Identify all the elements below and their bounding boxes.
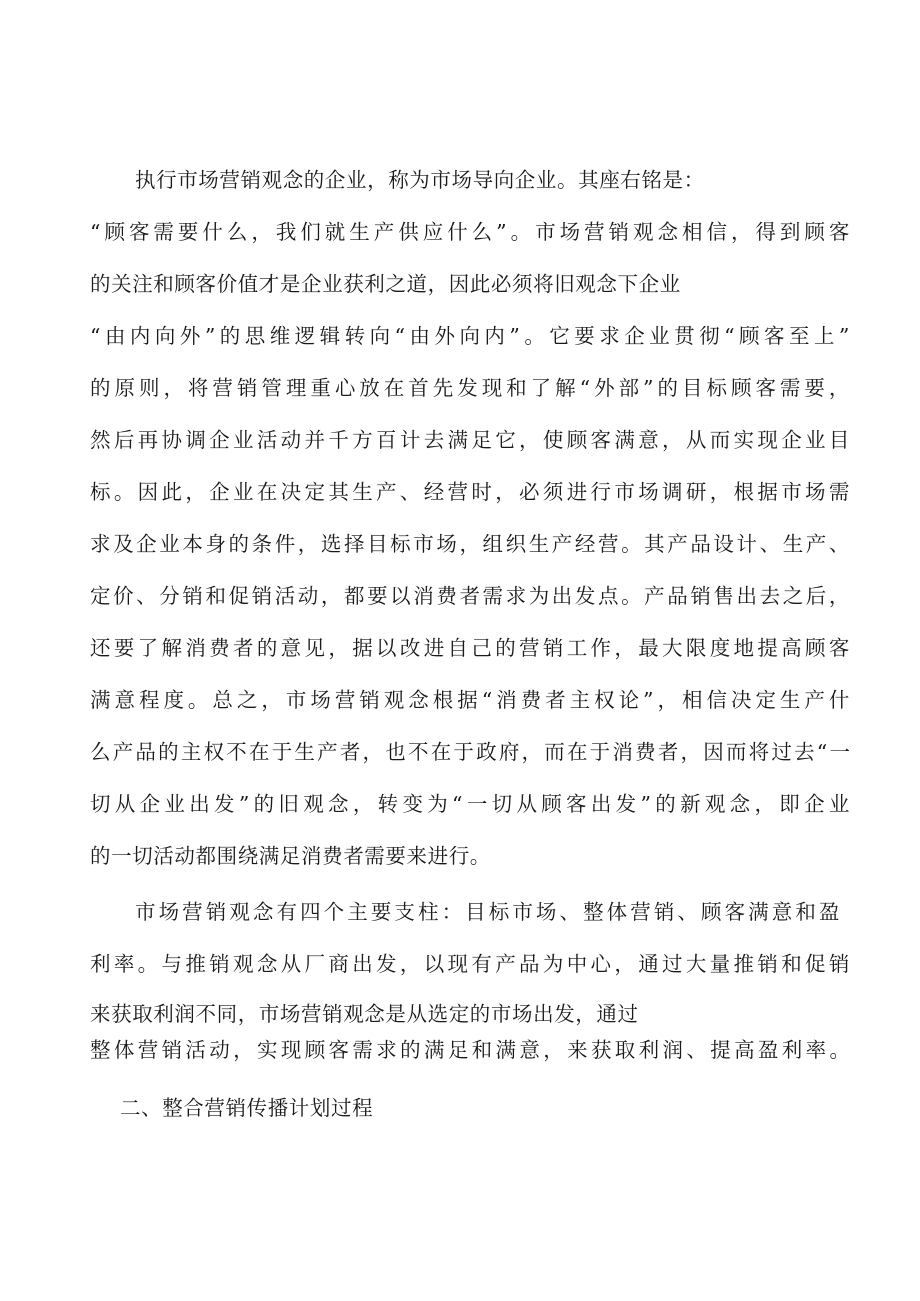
paragraph-line: 来获取利润不同，市场营销观念是从选定的市场出发，通过	[90, 1002, 639, 1026]
paragraph-line: 定价、分销和促销活动，都要以消费者需求为出发点。产品销售出去之后，	[90, 584, 850, 608]
paragraph-line: 切从企业出发”的旧观念，转变为“一切从顾客出发”的新观念，即企业	[90, 792, 850, 816]
section-heading: 二、整合营销传播计划过程	[120, 1096, 374, 1120]
paragraph-line: 求及企业本身的条件，选择目标市场，组织生产经营。其产品设计、生产、	[90, 532, 850, 556]
paragraph-line: 然后再协调企业活动并千方百计去满足它，使顾客满意，从而实现企业目	[90, 428, 850, 452]
paragraph-line: 整体营销活动，实现顾客需求的满足和满意，来获取利润、提高盈利率。	[90, 1038, 850, 1062]
paragraph-line: 么产品的主权不在于生产者，也不在于政府，而在于消费者，因而将过去“一	[90, 740, 850, 764]
paragraph-line: 市场营销观念有四个主要支柱：目标市场、整体营销、顾客满意和盈	[135, 900, 840, 924]
paragraph-line: 满意程度。总之，市场营销观念根据“消费者主权论”，相信决定生产什	[90, 688, 850, 712]
paragraph-line: 的关注和顾客价值才是企业获利之道，因此必须将旧观念下企业	[90, 272, 681, 296]
paragraph-line: 还要了解消费者的意见，据以改进自己的营销工作，最大限度地提高顾客	[90, 636, 850, 660]
paragraph-line: 执行市场营销观念的企业，称为市场导向企业。其座右铭是：	[135, 168, 705, 192]
paragraph-line: “由内向外”的思维逻辑转向“由外向内”。它要求企业贯彻“顾客至上”	[90, 324, 850, 348]
paragraph-line: 标。因此，企业在决定其生产、经营时，必须进行市场调研，根据市场需	[90, 480, 850, 504]
paragraph-line: 的原则，将营销管理重心放在首先发现和了解“外部”的目标顾客需要，	[90, 376, 850, 400]
paragraph-line: “顾客需要什么，我们就生产供应什么”。市场营销观念相信，得到顾客	[90, 220, 850, 244]
paragraph-line: 的一切活动都围绕满足消费者需要来进行。	[90, 844, 491, 868]
paragraph-line: 利率。与推销观念从厂商出发，以现有产品为中心，通过大量推销和促销	[90, 952, 850, 976]
